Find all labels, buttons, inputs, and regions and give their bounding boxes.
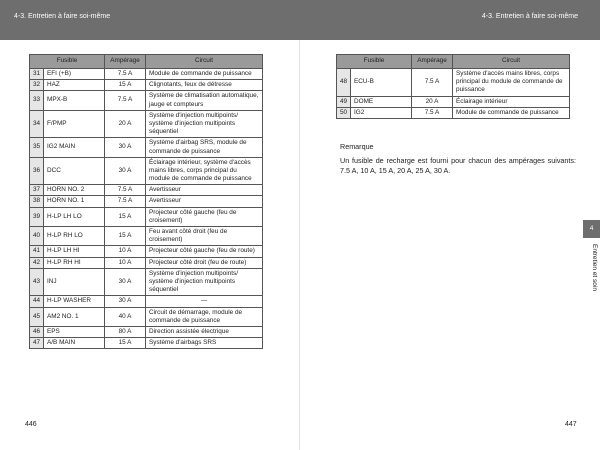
fuse-name-cell: EFI (+B) xyxy=(44,69,105,80)
right-page-header: 4-3. Entretien à faire soi-même xyxy=(481,13,578,20)
amperage-cell: 40 A xyxy=(105,307,146,326)
fuse-number-cell: 44 xyxy=(30,296,44,307)
chapter-tab: 4 xyxy=(583,220,600,238)
fuse-number-cell: 49 xyxy=(337,96,351,107)
amperage-cell: 80 A xyxy=(105,326,146,337)
table-row xyxy=(30,227,263,246)
circuit-column-header: Circuit xyxy=(453,55,570,69)
table-row xyxy=(337,107,570,118)
circuit-column-header: Circuit xyxy=(146,55,263,69)
amperage-cell: 7.5 A xyxy=(105,185,146,196)
fuse-name-cell: IG2 MAIN xyxy=(44,138,105,157)
table-row xyxy=(337,96,570,107)
table-row xyxy=(30,185,263,196)
fuse-table-right xyxy=(336,54,570,119)
fuse-table-left xyxy=(29,54,263,349)
table-header-row xyxy=(30,55,263,69)
circuit-cell: Clignotants, feux de détresse xyxy=(146,80,263,91)
fuse-number-cell: 50 xyxy=(337,107,351,118)
amperage-cell: 15 A xyxy=(105,338,146,349)
table-header-row xyxy=(337,55,570,69)
amperage-cell: 7.5 A xyxy=(105,196,146,207)
amperage-cell: 30 A xyxy=(105,157,146,185)
amperage-cell: 30 A xyxy=(105,138,146,157)
fuse-table-left-body xyxy=(30,69,263,349)
fuse-number-cell: 47 xyxy=(30,338,44,349)
fuse-name-cell: H-LP WASHER xyxy=(44,296,105,307)
amperage-cell: 7.5 A xyxy=(412,69,453,97)
amperage-cell: 30 A xyxy=(105,296,146,307)
fuse-number-cell: 45 xyxy=(30,307,44,326)
fuse-number-cell: 31 xyxy=(30,69,44,80)
amperage-cell: 10 A xyxy=(105,246,146,257)
table-row xyxy=(30,307,263,326)
fuse-name-cell: H-LP LH HI xyxy=(44,246,105,257)
circuit-cell: Système d'accès mains libres, corps principal du module de commande de puissance xyxy=(453,69,570,97)
fuse-name-cell: EPS xyxy=(44,326,105,337)
amperage-cell: 20 A xyxy=(105,110,146,138)
fuse-name-cell: HORN NO. 2 xyxy=(44,185,105,196)
fuse-name-cell: A/B MAIN xyxy=(44,338,105,349)
amperage-cell: 7.5 A xyxy=(412,107,453,118)
amperage-cell: 10 A xyxy=(105,257,146,268)
circuit-cell: Avertisseur xyxy=(146,185,263,196)
table-row xyxy=(30,138,263,157)
fuse-table-right-body xyxy=(337,69,570,119)
fuse-number-cell: 34 xyxy=(30,110,44,138)
table-row xyxy=(30,110,263,138)
circuit-cell: Projecteur côté droit (feu de route) xyxy=(146,257,263,268)
fuse-name-cell: INJ xyxy=(44,268,105,296)
fuse-name-cell: H-LP RH HI xyxy=(44,257,105,268)
chapter-label: Entretien et soin xyxy=(591,244,598,291)
fuse-number-cell: 43 xyxy=(30,268,44,296)
page-number-left: 446 xyxy=(25,421,37,428)
amperage-cell: 7.5 A xyxy=(105,69,146,80)
circuit-cell: Avertisseur xyxy=(146,196,263,207)
fuse-number-cell: 33 xyxy=(30,91,44,110)
fuse-number-cell: 32 xyxy=(30,80,44,91)
fuse-number-cell: 37 xyxy=(30,185,44,196)
table-row xyxy=(30,196,263,207)
circuit-cell: Feu avant côté droit (feu de croisement) xyxy=(146,227,263,246)
page-number-right: 447 xyxy=(565,421,577,428)
fuse-number-cell: 41 xyxy=(30,246,44,257)
fuse-number-cell: 39 xyxy=(30,207,44,226)
table-row xyxy=(30,246,263,257)
fuse-name-cell: IG2 xyxy=(351,107,412,118)
circuit-cell: Système de climatisation automatique, jauge et compteurs xyxy=(146,91,263,110)
circuit-cell: Projecteur côté gauche (feu de croisement) xyxy=(146,207,263,226)
fuse-name-cell: DOME xyxy=(351,96,412,107)
fuse-number-cell: 36 xyxy=(30,157,44,185)
fuse-number-cell: 42 xyxy=(30,257,44,268)
circuit-cell: Module de commande de puissance xyxy=(453,107,570,118)
left-page-header: 4-3. Entretien à faire soi-même xyxy=(14,13,111,20)
table-row xyxy=(30,69,263,80)
table-row xyxy=(30,91,263,110)
circuit-cell: Direction assistée électrique xyxy=(146,326,263,337)
fuse-name-cell: F/PMP xyxy=(44,110,105,138)
fuse-number-cell: 35 xyxy=(30,138,44,157)
amperage-cell: 30 A xyxy=(105,268,146,296)
table-row xyxy=(30,338,263,349)
fuse-name-cell: ECU-B xyxy=(351,69,412,97)
circuit-cell: Projecteur côté gauche (feu de route) xyxy=(146,246,263,257)
amperage-column-header: Ampérage xyxy=(105,55,146,69)
circuit-cell: Éclairage intérieur, système d'accès mains libres, corps principal du module de commande de puissance xyxy=(146,157,263,185)
fuse-number-cell: 40 xyxy=(30,227,44,246)
circuit-cell: Module de commande de puissance xyxy=(146,69,263,80)
table-row xyxy=(30,268,263,296)
remark-title: Remarque xyxy=(340,142,374,151)
amperage-cell: 15 A xyxy=(105,227,146,246)
table-row xyxy=(30,80,263,91)
amperage-cell: 7.5 A xyxy=(105,91,146,110)
fuse-name-cell: H-LP LH LO xyxy=(44,207,105,226)
table-row xyxy=(30,296,263,307)
table-row xyxy=(30,257,263,268)
remark-text: Un fusible de recharge est fourni pour chacun des ampérages suivants: 7.5 A, 10 A, 15 A, 20 A, 25 A, 30 A. xyxy=(340,156,576,176)
circuit-cell: Système d'airbags SRS xyxy=(146,338,263,349)
circuit-cell: — xyxy=(146,296,263,307)
page-gutter xyxy=(299,40,300,450)
fuse-name-cell: MPX-B xyxy=(44,91,105,110)
amperage-column-header: Ampérage xyxy=(412,55,453,69)
circuit-cell: Système d'injection multipoints/ système d'injection multipoints séquentiel xyxy=(146,268,263,296)
circuit-cell: Système d'airbag SRS, module de commande de puissance xyxy=(146,138,263,157)
fuse-name-cell: H-LP RH LO xyxy=(44,227,105,246)
fuse-number-cell: 46 xyxy=(30,326,44,337)
table-row xyxy=(30,207,263,226)
table-row xyxy=(30,326,263,337)
fuse-number-cell: 48 xyxy=(337,69,351,97)
header-bar xyxy=(0,0,600,40)
fuse-column-header: Fusible xyxy=(337,55,412,69)
fuse-name-cell: HAZ xyxy=(44,80,105,91)
amperage-cell: 15 A xyxy=(105,80,146,91)
circuit-cell: Circuit de démarrage, module de commande de puissance xyxy=(146,307,263,326)
amperage-cell: 20 A xyxy=(412,96,453,107)
fuse-number-cell: 38 xyxy=(30,196,44,207)
circuit-cell: Éclairage intérieur xyxy=(453,96,570,107)
fuse-name-cell: DCC xyxy=(44,157,105,185)
fuse-name-cell: HORN NO. 1 xyxy=(44,196,105,207)
fuse-name-cell: AM2 NO. 1 xyxy=(44,307,105,326)
fuse-column-header: Fusible xyxy=(30,55,105,69)
table-row xyxy=(337,69,570,97)
circuit-cell: Système d'injection multipoints/ système d'injection multipoints séquentiel xyxy=(146,110,263,138)
table-row xyxy=(30,157,263,185)
amperage-cell: 15 A xyxy=(105,207,146,226)
